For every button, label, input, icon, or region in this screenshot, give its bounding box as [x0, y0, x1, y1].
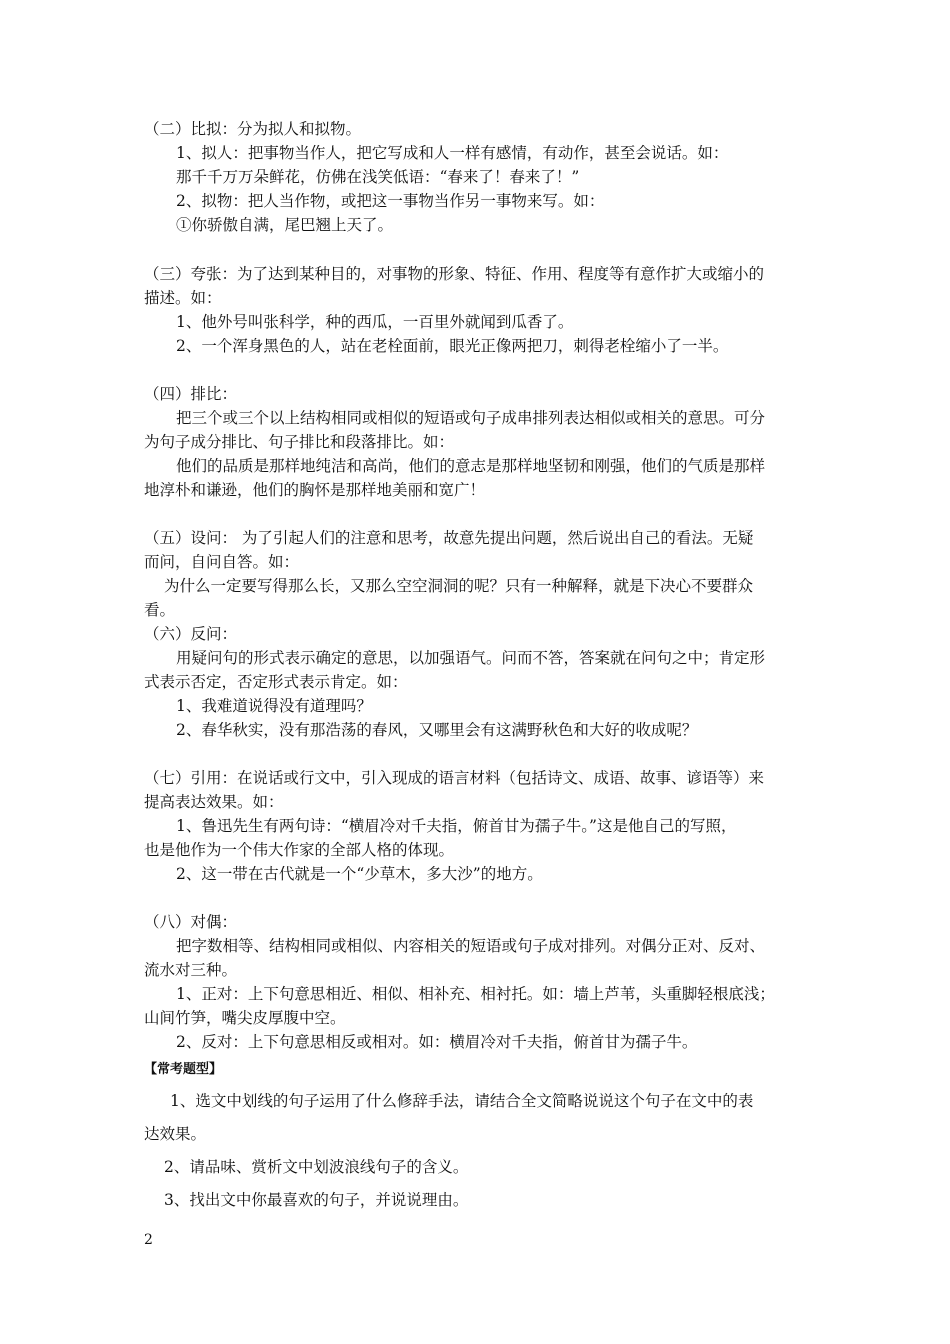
section-6-line: 用疑问句的形式表示确定的意思，以加强语气。问而不答，答案就在问句之中；肯定形	[176, 649, 766, 667]
section-8-line: 山间竹笋，嘴尖皮厚腹中空。	[144, 1009, 346, 1027]
section-6-heading: （六）反问：	[144, 625, 238, 643]
page-number: 2	[144, 1232, 153, 1248]
section-7-line: （七）引用：在说话或行文中，引入现成的语言材料（包括诗文、成语、故事、谚语等）来	[144, 769, 765, 787]
section-8-line: 1、正对：上下句意思相近、相似、相补充、相衬托。如：墙上芦苇，头重脚轻根底浅；	[176, 985, 775, 1003]
exam-heading: 【常考题型】	[144, 1062, 223, 1077]
section-4-line: 地淳朴和谦逊，他们的胸怀是那样地美丽和宽广！	[144, 481, 486, 499]
section-6-line: 1、我难道说得没有道理吗？	[176, 697, 372, 715]
section-3-line: （三）夸张：为了达到某种目的，对事物的形象、特征、作用、程度等有意作扩大或缩小的	[144, 265, 765, 283]
section-2-heading: （二）比拟：分为拟人和拟物。	[144, 120, 362, 138]
exam-question: 达效果。	[144, 1125, 207, 1143]
section-4-line: 为句子成分排比、句子排比和段落排比。如：	[144, 433, 455, 451]
section-7-line: 也是他作为一个伟大作家的全部人格的体现。	[144, 841, 455, 859]
section-2-line: 那千千万万朵鲜花，仿佛在浅笑低语：“春来了！春来了！”	[176, 168, 580, 186]
section-7-line: 提高表达效果。如：	[144, 793, 284, 811]
section-8-line: 流水对三种。	[144, 961, 238, 979]
section-5-line: 看。	[144, 601, 176, 619]
section-3-line: 描述。如：	[144, 289, 222, 307]
exam-question: 1、选文中划线的句子运用了什么修辞手法，请结合全文简略说说这个句子在文中的表	[170, 1092, 754, 1110]
section-8-heading: （八）对偶：	[144, 913, 238, 931]
section-4-line: 把三个或三个以上结构相同或相似的短语或句子成串排列表达相似或相关的意思。可分	[176, 409, 766, 427]
exam-question: 2、请品味、赏析文中划波浪线句子的含义。	[164, 1158, 469, 1176]
section-5-line: 为什么一定要写得那么长，又那么空空洞洞的呢？只有一种解释，就是下决心不要群众	[164, 577, 754, 595]
section-4-line: 他们的品质是那样地纯洁和高尚，他们的意志是那样地坚韧和刚强，他们的气质是那样	[176, 457, 766, 475]
section-8-line: 把字数相等、结构相同或相似、内容相关的短语或句子成对排列。对偶分正对、反对、	[176, 937, 766, 955]
section-4-heading: （四）排比：	[144, 385, 238, 403]
section-8-line: 2、反对：上下句意思相反或相对。如：横眉冷对千夫指，俯首甘为孺子牛。	[176, 1033, 698, 1051]
section-2-line: ①你骄傲自满，尾巴翘上天了。	[176, 216, 394, 234]
section-2-line: 2、拟物：把人当作物，或把这一事物当作另一事物来写。如：	[176, 192, 605, 210]
section-5-line: 而问，自问自答。如：	[144, 553, 300, 571]
section-3-line: 1、他外号叫张科学，种的西瓜，一百里外就闻到瓜香了。	[176, 313, 574, 331]
section-5-line: （五）设问： 为了引起人们的注意和思考，故意先提出问题，然后说出自己的看法。无疑	[144, 529, 754, 547]
section-3-line: 2、一个浑身黑色的人，站在老栓面前，眼光正像两把刀，刺得老栓缩小了一半。	[176, 337, 729, 355]
section-6-line: 2、春华秋实，没有那浩荡的春风，又哪里会有这满野秋色和大好的收成呢？	[176, 721, 698, 739]
section-2-line: 1、拟人：把事物当作人，把它写成和人一样有感情，有动作，甚至会说话。如：	[176, 144, 729, 162]
exam-question: 3、找出文中你最喜欢的句子，并说说理由。	[164, 1191, 469, 1209]
section-7-line: 2、这一带在古代就是一个“少草木，多大沙”的地方。	[176, 865, 543, 883]
section-7-line: 1、鲁迅先生有两句诗：“横眉冷对千夫指，俯首甘为孺子牛。”这是他自己的写照，	[176, 817, 737, 835]
section-6-line: 式表示否定，否定形式表示肯定。如：	[144, 673, 408, 691]
